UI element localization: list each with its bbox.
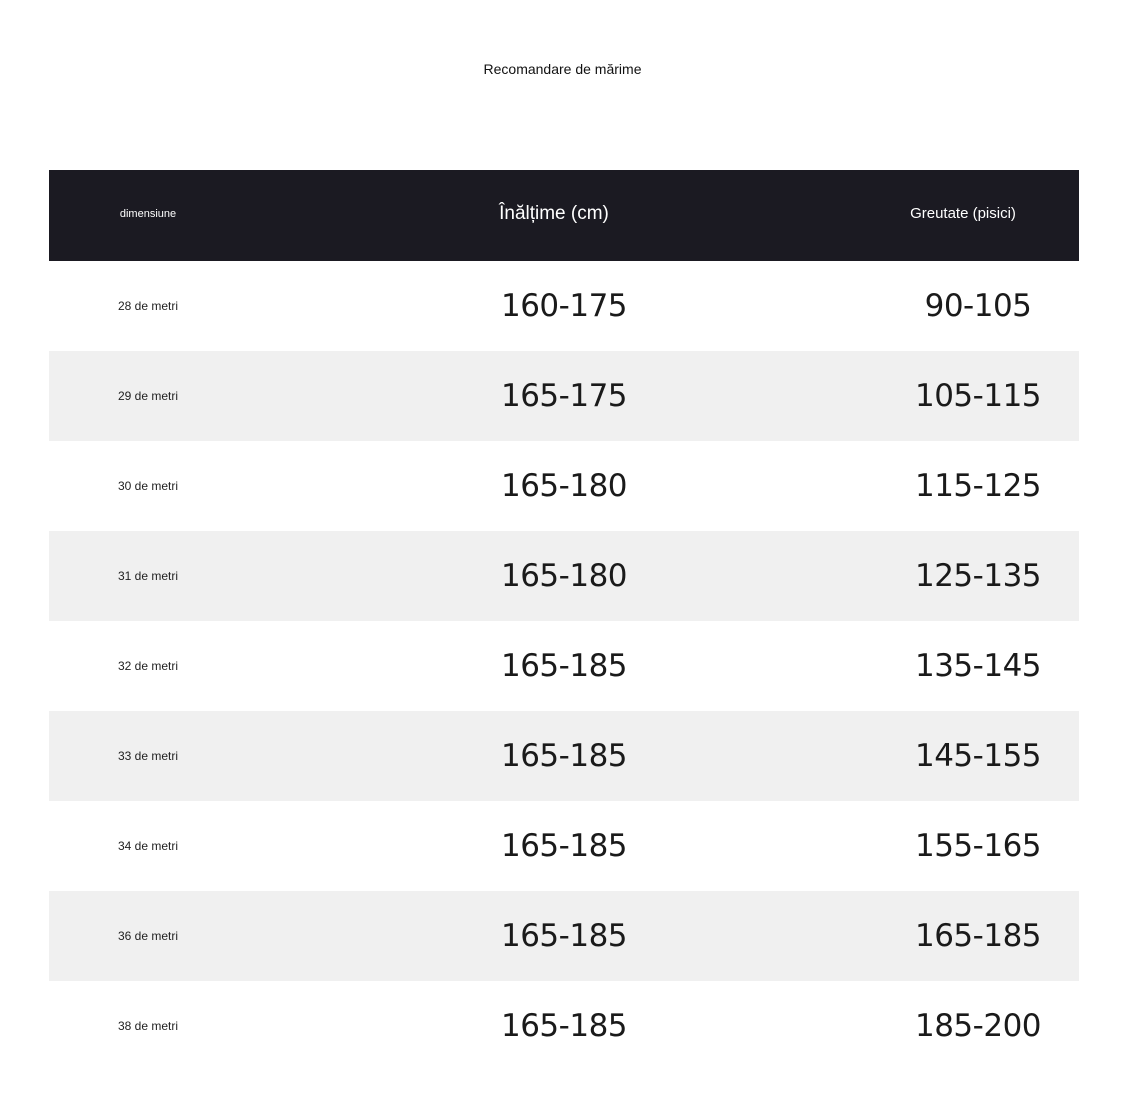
size-cell: 34 de metri bbox=[117, 839, 179, 853]
height-cell: 165-185 bbox=[500, 648, 628, 684]
size-chart-table bbox=[49, 170, 1079, 1071]
table-row bbox=[49, 711, 1079, 801]
table-row bbox=[49, 801, 1079, 891]
page-title: Recomandare de mărime bbox=[483, 61, 642, 77]
weight-cell: 115-125 bbox=[914, 468, 1042, 504]
size-cell: 32 de metri bbox=[117, 659, 179, 673]
size-cell: 30 de metri bbox=[117, 479, 179, 493]
weight-cell: 135-145 bbox=[914, 648, 1042, 684]
header-weight: Greutate (pisici) bbox=[910, 205, 1016, 222]
table-row bbox=[49, 621, 1079, 711]
header-size: dimensiune bbox=[119, 207, 177, 220]
height-cell: 165-180 bbox=[500, 558, 628, 594]
height-cell: 165-180 bbox=[500, 468, 628, 504]
size-cell: 28 de metri bbox=[117, 299, 179, 313]
size-cell: 31 de metri bbox=[117, 569, 179, 583]
weight-cell: 105-115 bbox=[914, 378, 1042, 414]
weight-cell: 185-200 bbox=[914, 1008, 1042, 1044]
table-header bbox=[49, 170, 1079, 261]
height-cell: 165-185 bbox=[500, 738, 628, 774]
size-cell: 38 de metri bbox=[117, 1019, 179, 1033]
table-row bbox=[49, 531, 1079, 621]
size-cell: 36 de metri bbox=[117, 929, 179, 943]
table-row bbox=[49, 981, 1079, 1071]
weight-cell: 145-155 bbox=[914, 738, 1042, 774]
table-row bbox=[49, 891, 1079, 981]
size-cell: 33 de metri bbox=[117, 749, 179, 763]
table-row bbox=[49, 351, 1079, 441]
weight-cell: 165-185 bbox=[914, 918, 1042, 954]
header-height: Înălțime (cm) bbox=[499, 202, 609, 224]
size-cell: 29 de metri bbox=[117, 389, 179, 403]
height-cell: 160-175 bbox=[500, 288, 628, 324]
weight-cell: 125-135 bbox=[914, 558, 1042, 594]
weight-cell: 90-105 bbox=[924, 288, 1032, 324]
table-row bbox=[49, 441, 1079, 531]
height-cell: 165-185 bbox=[500, 918, 628, 954]
height-cell: 165-185 bbox=[500, 1008, 628, 1044]
weight-cell: 155-165 bbox=[914, 828, 1042, 864]
table-row bbox=[49, 261, 1079, 351]
height-cell: 165-175 bbox=[500, 378, 628, 414]
height-cell: 165-185 bbox=[500, 828, 628, 864]
